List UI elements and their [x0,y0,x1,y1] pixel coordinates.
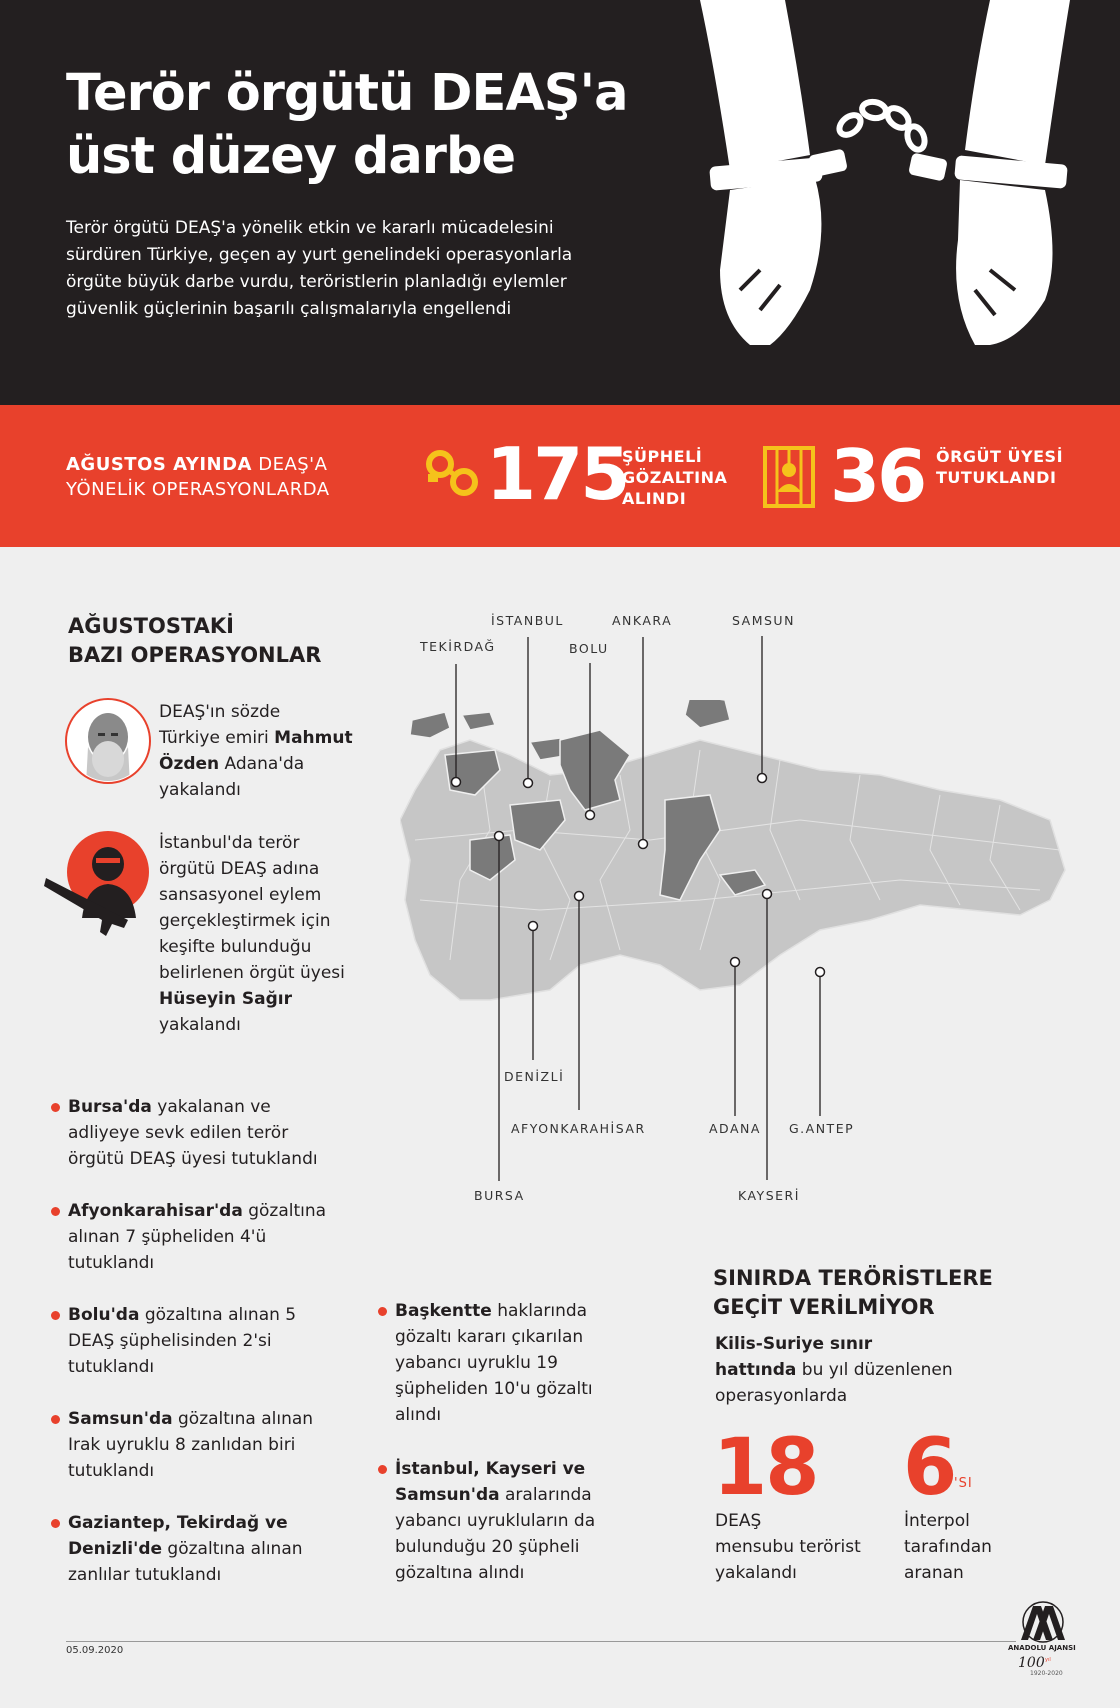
band-label [66,452,330,502]
op2-l4: gerçekleştirmek için [159,911,331,931]
captured-l1: DEAŞ [715,1511,762,1531]
operations-title-2: BAZI OPERASYONLAR [68,643,322,667]
border-desc-bold2: hattında [715,1360,797,1380]
logo-text: ANADOLU AJANSI [1008,1644,1076,1652]
title-line-1: Terör örgütü DEAŞ'a [66,64,628,123]
turkey-map [400,700,1080,1030]
bullet-dot [51,1207,60,1216]
operations-title-1: AĞUSTOSTAKİ [68,614,235,638]
bullet-text: gözaltına alınan 5 DEAŞ şüphelisinden 2'si tutuklandı [68,1305,297,1377]
bullet-bold: Samsun'da [68,1409,173,1429]
bullet-dot [378,1307,387,1316]
bullet-dot [51,1519,60,1528]
border-desc-l3: operasyonlarda [715,1386,848,1406]
armed-militant-icon [42,828,154,948]
map-label-istanbul: İSTANBUL [491,613,564,628]
svg-text:yıl: yıl [1045,1657,1051,1663]
captured-count: 18 [713,1423,818,1513]
bullet-dot [51,1311,60,1320]
bullet-bold: Bolu'da [68,1305,140,1325]
op1-name2: Özden [159,754,220,774]
bullet-text: gözaltına alınan Irak uyruklu 8 zanlıdan biri tutuklandı [68,1409,314,1481]
detained-label-1: ŞÜPHELİ [622,447,703,466]
anniversary-100-icon [1018,1654,1062,1670]
border-description [715,1331,975,1409]
arrested-label [936,446,1063,488]
captured-label [715,1508,861,1586]
footer-divider [66,1641,1016,1642]
svg-text:100: 100 [1018,1655,1045,1670]
interpol-l1: İnterpol [904,1511,970,1531]
bullet-text: haklarında gözaltı kararı çıkarılan yabancı uyruklu 19 şüpheliden 10'u gözaltı alındı [395,1301,593,1425]
bullet-text: gözaltına alınan 7 şüpheliden 4'ü tutuklandı [68,1201,327,1273]
interpol-suffix: 'SI [954,1476,973,1491]
bullet-dot [51,1415,60,1424]
op1-l3: Adana'da [219,754,305,774]
map-label-denizli: DENİZLİ [504,1069,565,1084]
map-label-ankara: ANKARA [612,613,673,628]
border-title-2: GEÇİT VERİLMİYOR [713,1295,935,1319]
map-label-tekirdag: TEKİRDAĞ [420,639,496,654]
footer-date: 05.09.2020 [66,1645,124,1656]
operation-1-text [159,699,359,803]
list-item [395,1456,615,1586]
list-item [68,1198,328,1276]
suspect-portrait-avatar [64,697,152,785]
prison-icon [763,446,815,508]
interpol-l2: tarafından [904,1537,992,1557]
anadolu-agency-logo-icon [1013,1600,1069,1644]
detained-label-3: ALINDI [622,489,687,508]
interpol-count: 6 [903,1423,956,1513]
arrested-count: 36 [830,434,925,518]
detained-label-2: GÖZALTINA [622,468,728,487]
border-title-1: SINIRDA TERÖRİSTLERE [713,1266,993,1290]
band-label-line2: YÖNELİK OPERASYONLARDA [66,479,330,500]
map-label-bursa: BURSA [474,1188,525,1203]
band-label-rest: DEAŞ'A [251,454,328,475]
map-label-samsun: SAMSUN [732,613,795,628]
interpol-label [904,1508,992,1586]
captured-l2: mensubu terörist [715,1537,861,1557]
bullet-bold: Gaziantep, Tekirdağ ve Denizli'de [68,1513,288,1559]
list-item [395,1298,605,1428]
bullet-bold: Afyonkarahisar'da [68,1201,243,1221]
detained-label [622,446,727,509]
bullet-bold: İstanbul, Kayseri ve Samsun'da [395,1459,586,1505]
province-samsun [685,700,730,728]
op1-l4: yakalandı [159,780,241,800]
map-label-afyonkarahisar: AFYONKARAHİSAR [511,1121,646,1136]
intro-text: Terör örgütü DEAŞ'a yönelik etkin ve kararlı mücadelesini sürdüren Türkiye, geçen ay yurt genelindeki operasyonlarla örgüte büyük darbe vurdu, teröristlerin planladığı eylemler güvenlik güçlerinin başarılı çalışmalarıyla engellendi [66,218,573,319]
border-title [713,1264,993,1322]
province-istanbul [462,712,495,730]
op2-l3: sansasyonel eylem [159,885,322,905]
op2-l1: İstanbul'da terör [159,833,300,853]
bullet-text: yakalanan ve adliyeye sevk edilen terör örgütü DEAŞ üyesi tutuklandı [68,1097,318,1169]
list-item [68,1302,308,1380]
op2-l6: belirlenen örgüt üyesi [159,963,345,983]
title-line-2: üst düzey darbe [66,127,516,186]
province-tekirdag [410,712,450,738]
border-desc-bold1: Kilis-Suriye sınır [715,1334,873,1354]
map-label-kayseri: KAYSERİ [738,1188,800,1203]
op2-l2: örgütü DEAŞ adına [159,859,320,879]
interpol-l3: aranan [904,1563,964,1583]
captured-l3: yakalandı [715,1563,797,1583]
arrested-label-1: ÖRGÜT ÜYESİ [936,447,1064,466]
bullet-bold: Başkentte [395,1301,492,1321]
op2-l5: keşifte bulunduğu [159,937,312,957]
bullet-text: gözaltına alınan zanlılar tutuklandı [68,1539,303,1585]
detained-count: 175 [486,432,628,516]
band-label-bold: AĞUSTOS AYINDA [66,454,252,475]
logo-years: 1920-2020 [1030,1670,1063,1677]
arrested-label-2: TUTUKLANDI [936,468,1057,487]
operation-2-text [159,830,369,1038]
op1-l1: DEAŞ'ın sözde [159,702,281,722]
bullet-text: aralarında yabancı uyrukluların da bulunduğu 20 şüpheli gözaltına alındı [395,1485,596,1583]
list-item [68,1510,318,1588]
page-title [66,62,628,188]
operations-title [68,612,321,670]
handcuffed-hands-illustration [690,0,1090,380]
border-desc-rest: bu yıl düzenlenen [796,1360,953,1380]
bullet-bold: Bursa'da [68,1097,152,1117]
list-item [68,1406,318,1484]
op2-name: Hüseyin Sağır [159,989,293,1009]
list-item [68,1094,338,1172]
map-label-bolu: BOLU [569,641,609,656]
map-label-gantep: G.ANTEP [789,1121,855,1136]
bullet-dot [378,1465,387,1474]
bullet-dot [51,1103,60,1112]
op2-l8: yakalandı [159,1015,241,1035]
handcuffs-icon [424,444,480,500]
map-label-adana: ADANA [709,1121,761,1136]
op1-name1: Mahmut [274,728,353,748]
op1-l2: Türkiye emiri [159,728,275,748]
